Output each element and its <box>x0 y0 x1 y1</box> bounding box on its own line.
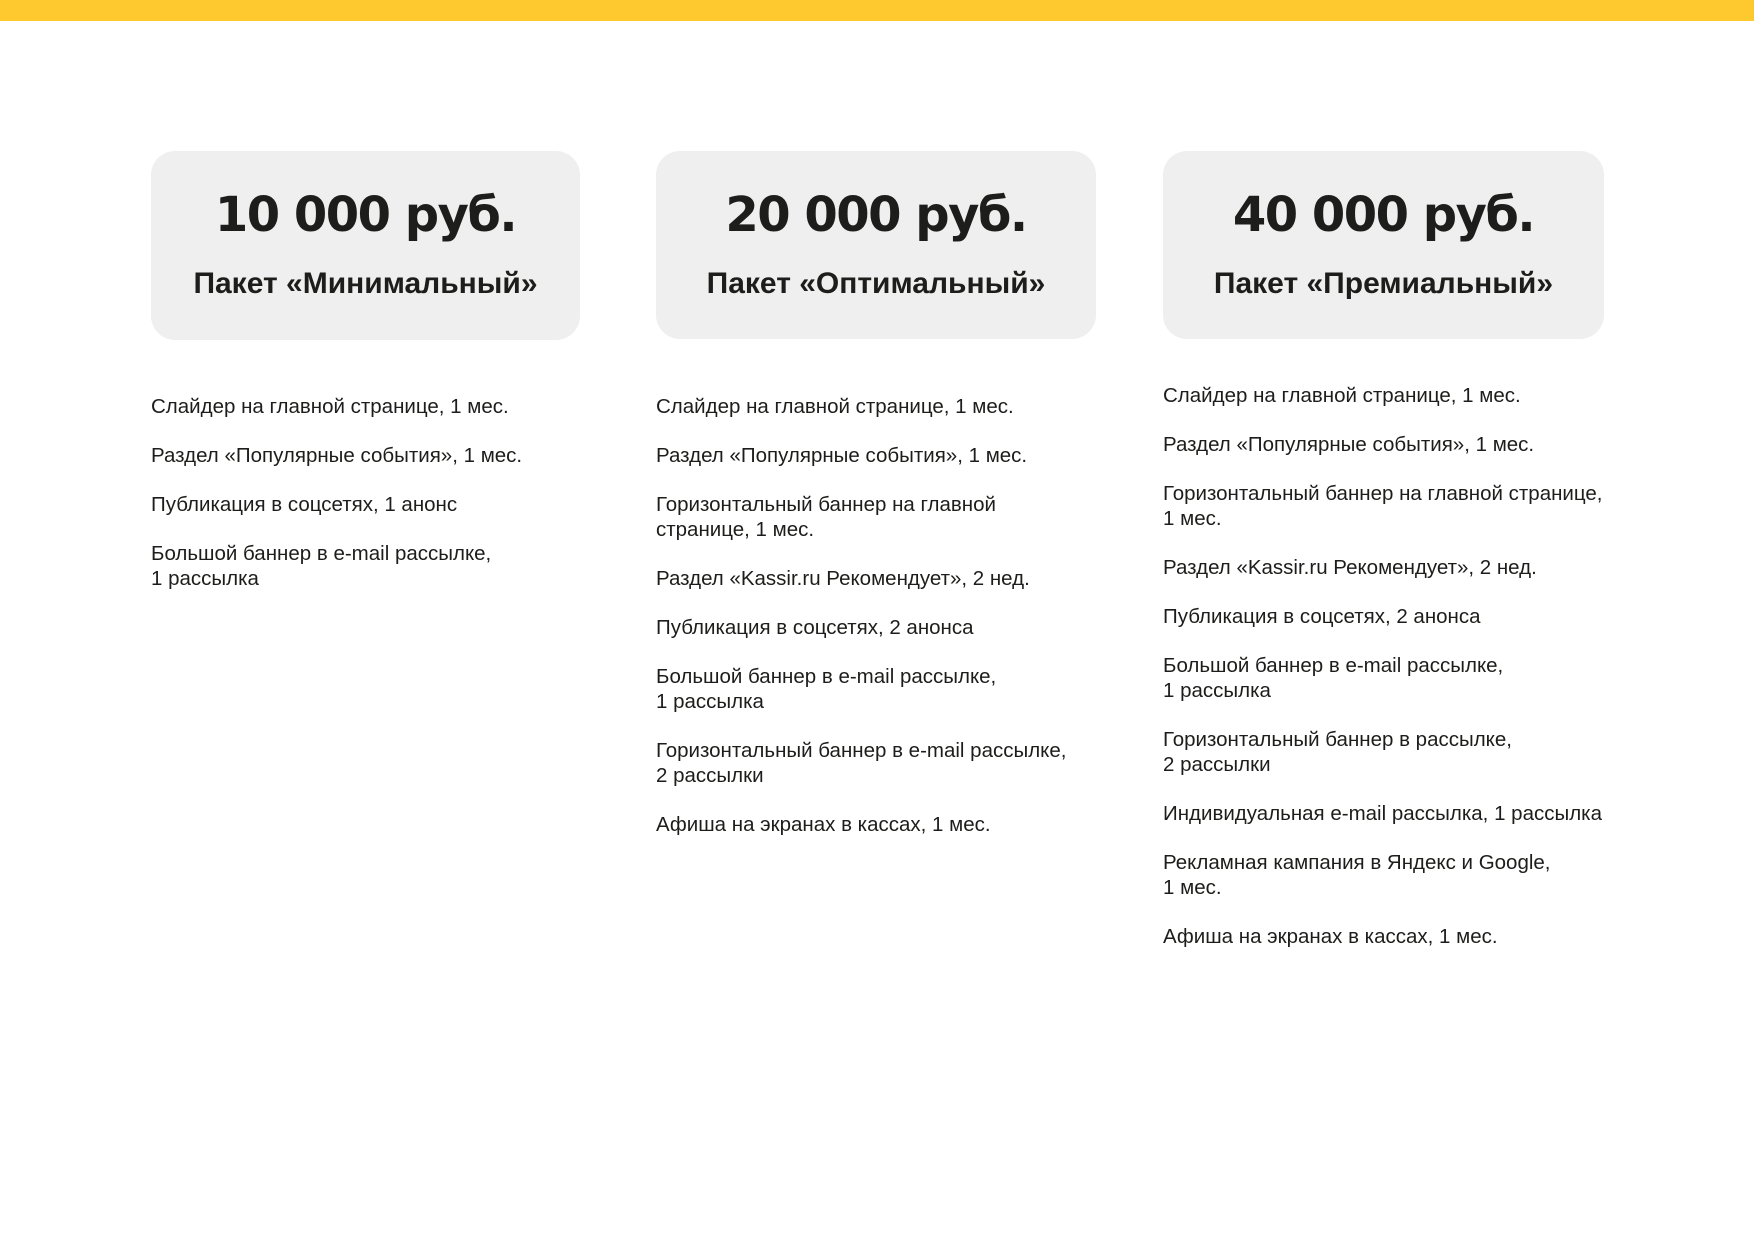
feature-item: Индивидуальная e-mail рассылка, 1 рассылка <box>1163 802 1602 825</box>
feature-item: Рекламная кампания в Яндекс и Google, 1 мес. <box>1163 851 1551 899</box>
feature-list <box>151 394 581 615</box>
feature-list <box>1163 383 1604 973</box>
feature-item: Афиша на экранах в кассах, 1 мес. <box>656 813 991 836</box>
package-header-card <box>151 151 580 340</box>
feature-item: Слайдер на главной странице, 1 мес. <box>656 395 1014 418</box>
feature-item: Публикация в соцсетях, 2 анонса <box>1163 605 1481 628</box>
feature-item: Раздел «Популярные события», 1 мес. <box>1163 433 1535 456</box>
feature-item: Большой баннер в e-mail рассылке, 1 рассылка <box>1163 654 1504 702</box>
feature-list <box>656 394 1096 861</box>
feature-item: Публикация в соцсетях, 1 анонс <box>151 493 458 516</box>
feature-item: Горизонтальный баннер на главной странице, 1 мес. <box>1163 482 1603 530</box>
feature-item: Слайдер на главной странице, 1 мес. <box>1163 384 1521 407</box>
package-price: 40 000 руб. <box>1232 187 1535 243</box>
feature-item: Большой баннер в e-mail рассылке, 1 рассылка <box>656 665 997 713</box>
feature-item: Горизонтальный баннер на главной странице, 1 мес. <box>656 493 996 541</box>
package-price: 10 000 руб. <box>214 187 517 243</box>
feature-item: Слайдер на главной странице, 1 мес. <box>151 395 509 418</box>
package-price: 20 000 руб. <box>725 187 1027 243</box>
feature-item: Публикация в соцсетях, 2 анонса <box>656 616 974 639</box>
feature-item: Большой баннер в e-mail рассылке, 1 рассылка <box>151 542 492 590</box>
feature-item: Раздел «Kassir.ru Рекомендует», 2 нед. <box>1163 556 1537 579</box>
package-header-card <box>656 151 1096 339</box>
feature-item: Афиша на экранах в кассах, 1 мес. <box>1163 925 1498 948</box>
feature-item: Раздел «Kassir.ru Рекомендует», 2 нед. <box>656 567 1030 590</box>
accent-top-bar <box>0 0 1754 21</box>
feature-item: Раздел «Популярные события», 1 мес. <box>151 444 523 467</box>
feature-item: Горизонтальный баннер в e-mail рассылке, 2 рассылки <box>656 739 1067 787</box>
feature-item: Горизонтальный баннер в рассылке, 2 рассылки <box>1163 728 1512 776</box>
package-name: Пакет «Премиальный» <box>1213 267 1554 300</box>
package-name: Пакет «Минимальный» <box>193 267 538 300</box>
package-name: Пакет «Оптимальный» <box>706 267 1046 300</box>
package-header-card <box>1163 151 1604 339</box>
feature-item: Раздел «Популярные события», 1 мес. <box>656 444 1028 467</box>
